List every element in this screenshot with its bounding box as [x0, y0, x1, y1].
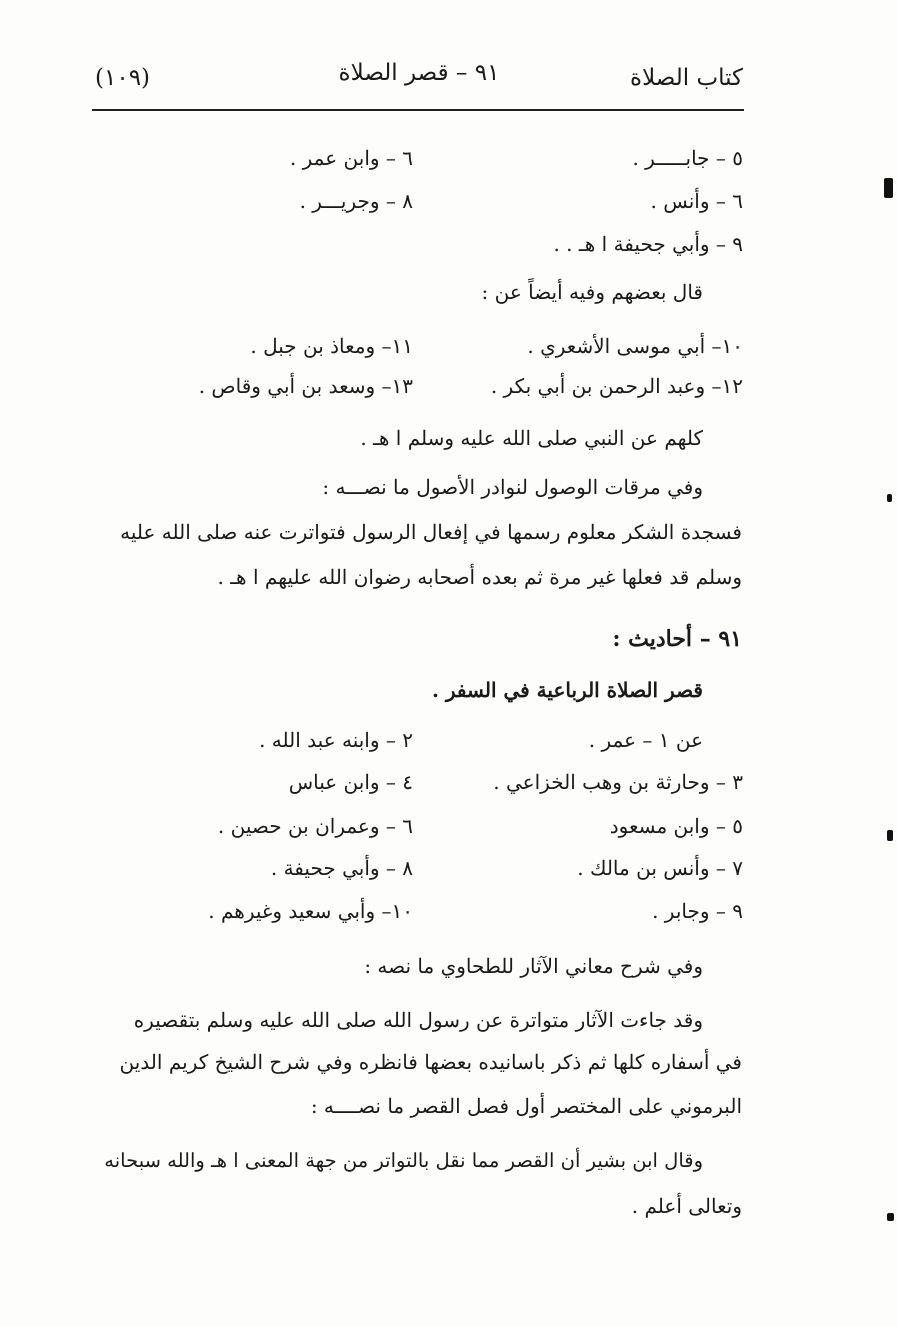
- list-item: ١٣– وسعد بن أبي وقاص .: [198, 374, 413, 398]
- list-item: ٩ – وجابر .: [652, 899, 743, 923]
- paragraph-line: فسجدة الشكر معلوم رسمها في إفعال الرسول فتواترت عنه صلى الله عليه: [120, 520, 742, 544]
- list-item: ١١– ومعاذ بن جبل .: [250, 334, 413, 358]
- chapter-title: ٩١ – قصر الصلاة: [338, 60, 500, 86]
- book-title: كتاب الصلاة: [630, 65, 743, 91]
- list-item: ٥ – وابن مسعود: [609, 814, 743, 838]
- edge-mark: [887, 830, 893, 841]
- list-item: عن ١ – عمر .: [588, 728, 703, 752]
- list-item: ٢ – وابنه عبد الله .: [259, 728, 413, 752]
- list-item: ٧ – وأنس بن مالك .: [577, 856, 743, 880]
- list-item: ٣ – وحارثة بن وهب الخزاعي .: [493, 770, 743, 794]
- edge-mark: [887, 1213, 894, 1221]
- list-item: ٥ – جابـــــر .: [632, 146, 743, 170]
- section-subheading: قصر الصلاة الرباعية في السفر .: [431, 678, 703, 702]
- edge-mark: [884, 178, 893, 198]
- paragraph-line: في أسفاره كلها ثم ذكر باسانيده بعضها فانظره وفي شرح الشيخ كريم الدين: [119, 1050, 742, 1074]
- paragraph-line: البرموني على المختصر أول فصل القصر ما نصــــه :: [310, 1094, 742, 1118]
- running-header: [95, 58, 743, 98]
- paragraph: كلهم عن النبي صلى الله عليه وسلم ا هـ .: [360, 426, 703, 450]
- header-rule: [92, 109, 744, 111]
- paragraph-line: وقد جاءت الآثار متواترة عن رسول الله صلى الله عليه وسلم بتقصيره: [133, 1008, 703, 1032]
- list-item: ٩ – وأبي جحيفة ا هـ . .: [553, 232, 743, 256]
- paragraph: قال بعضهم وفيه أيضاً عن :: [481, 280, 703, 304]
- paragraph-line: وسلم قد فعلها غير مرة ثم بعده أصحابه رضوان الله عليهم ا هـ .: [217, 565, 742, 589]
- list-item: ١٠– وأبي سعيد وغيرهم .: [208, 899, 413, 923]
- page-number: (١٠٩): [95, 65, 151, 91]
- list-item: ٦ – وابن عمر .: [289, 146, 413, 170]
- paragraph: وفي مرقات الوصول لنوادر الأصول ما نصـــه :: [322, 475, 703, 499]
- list-item: ١٠– أبي موسى الأشعري .: [527, 334, 743, 358]
- list-item: ٦ – وعمران بن حصين .: [217, 814, 413, 838]
- paragraph: وفي شرح معاني الآثار للطحاوي ما نصه :: [364, 954, 703, 978]
- list-item: ٨ – وجريـــر .: [299, 189, 413, 213]
- paragraph-line: وقال ابن بشير أن القصر مما نقل بالتواتر من جهة المعنى ا هـ والله سبحانه: [104, 1149, 703, 1172]
- list-item: ٤ – وابن عباس: [288, 770, 413, 794]
- section-heading: ٩١ – أحاديث :: [612, 626, 742, 652]
- paragraph-line: وتعالى أعلم .: [631, 1194, 742, 1218]
- edge-mark: [887, 494, 892, 502]
- list-item: ٨ – وأبي جحيفة .: [270, 856, 413, 880]
- list-item: ٦ – وأنس .: [650, 189, 743, 213]
- list-item: ١٢– وعبد الرحمن بن أبي بكر .: [490, 374, 743, 398]
